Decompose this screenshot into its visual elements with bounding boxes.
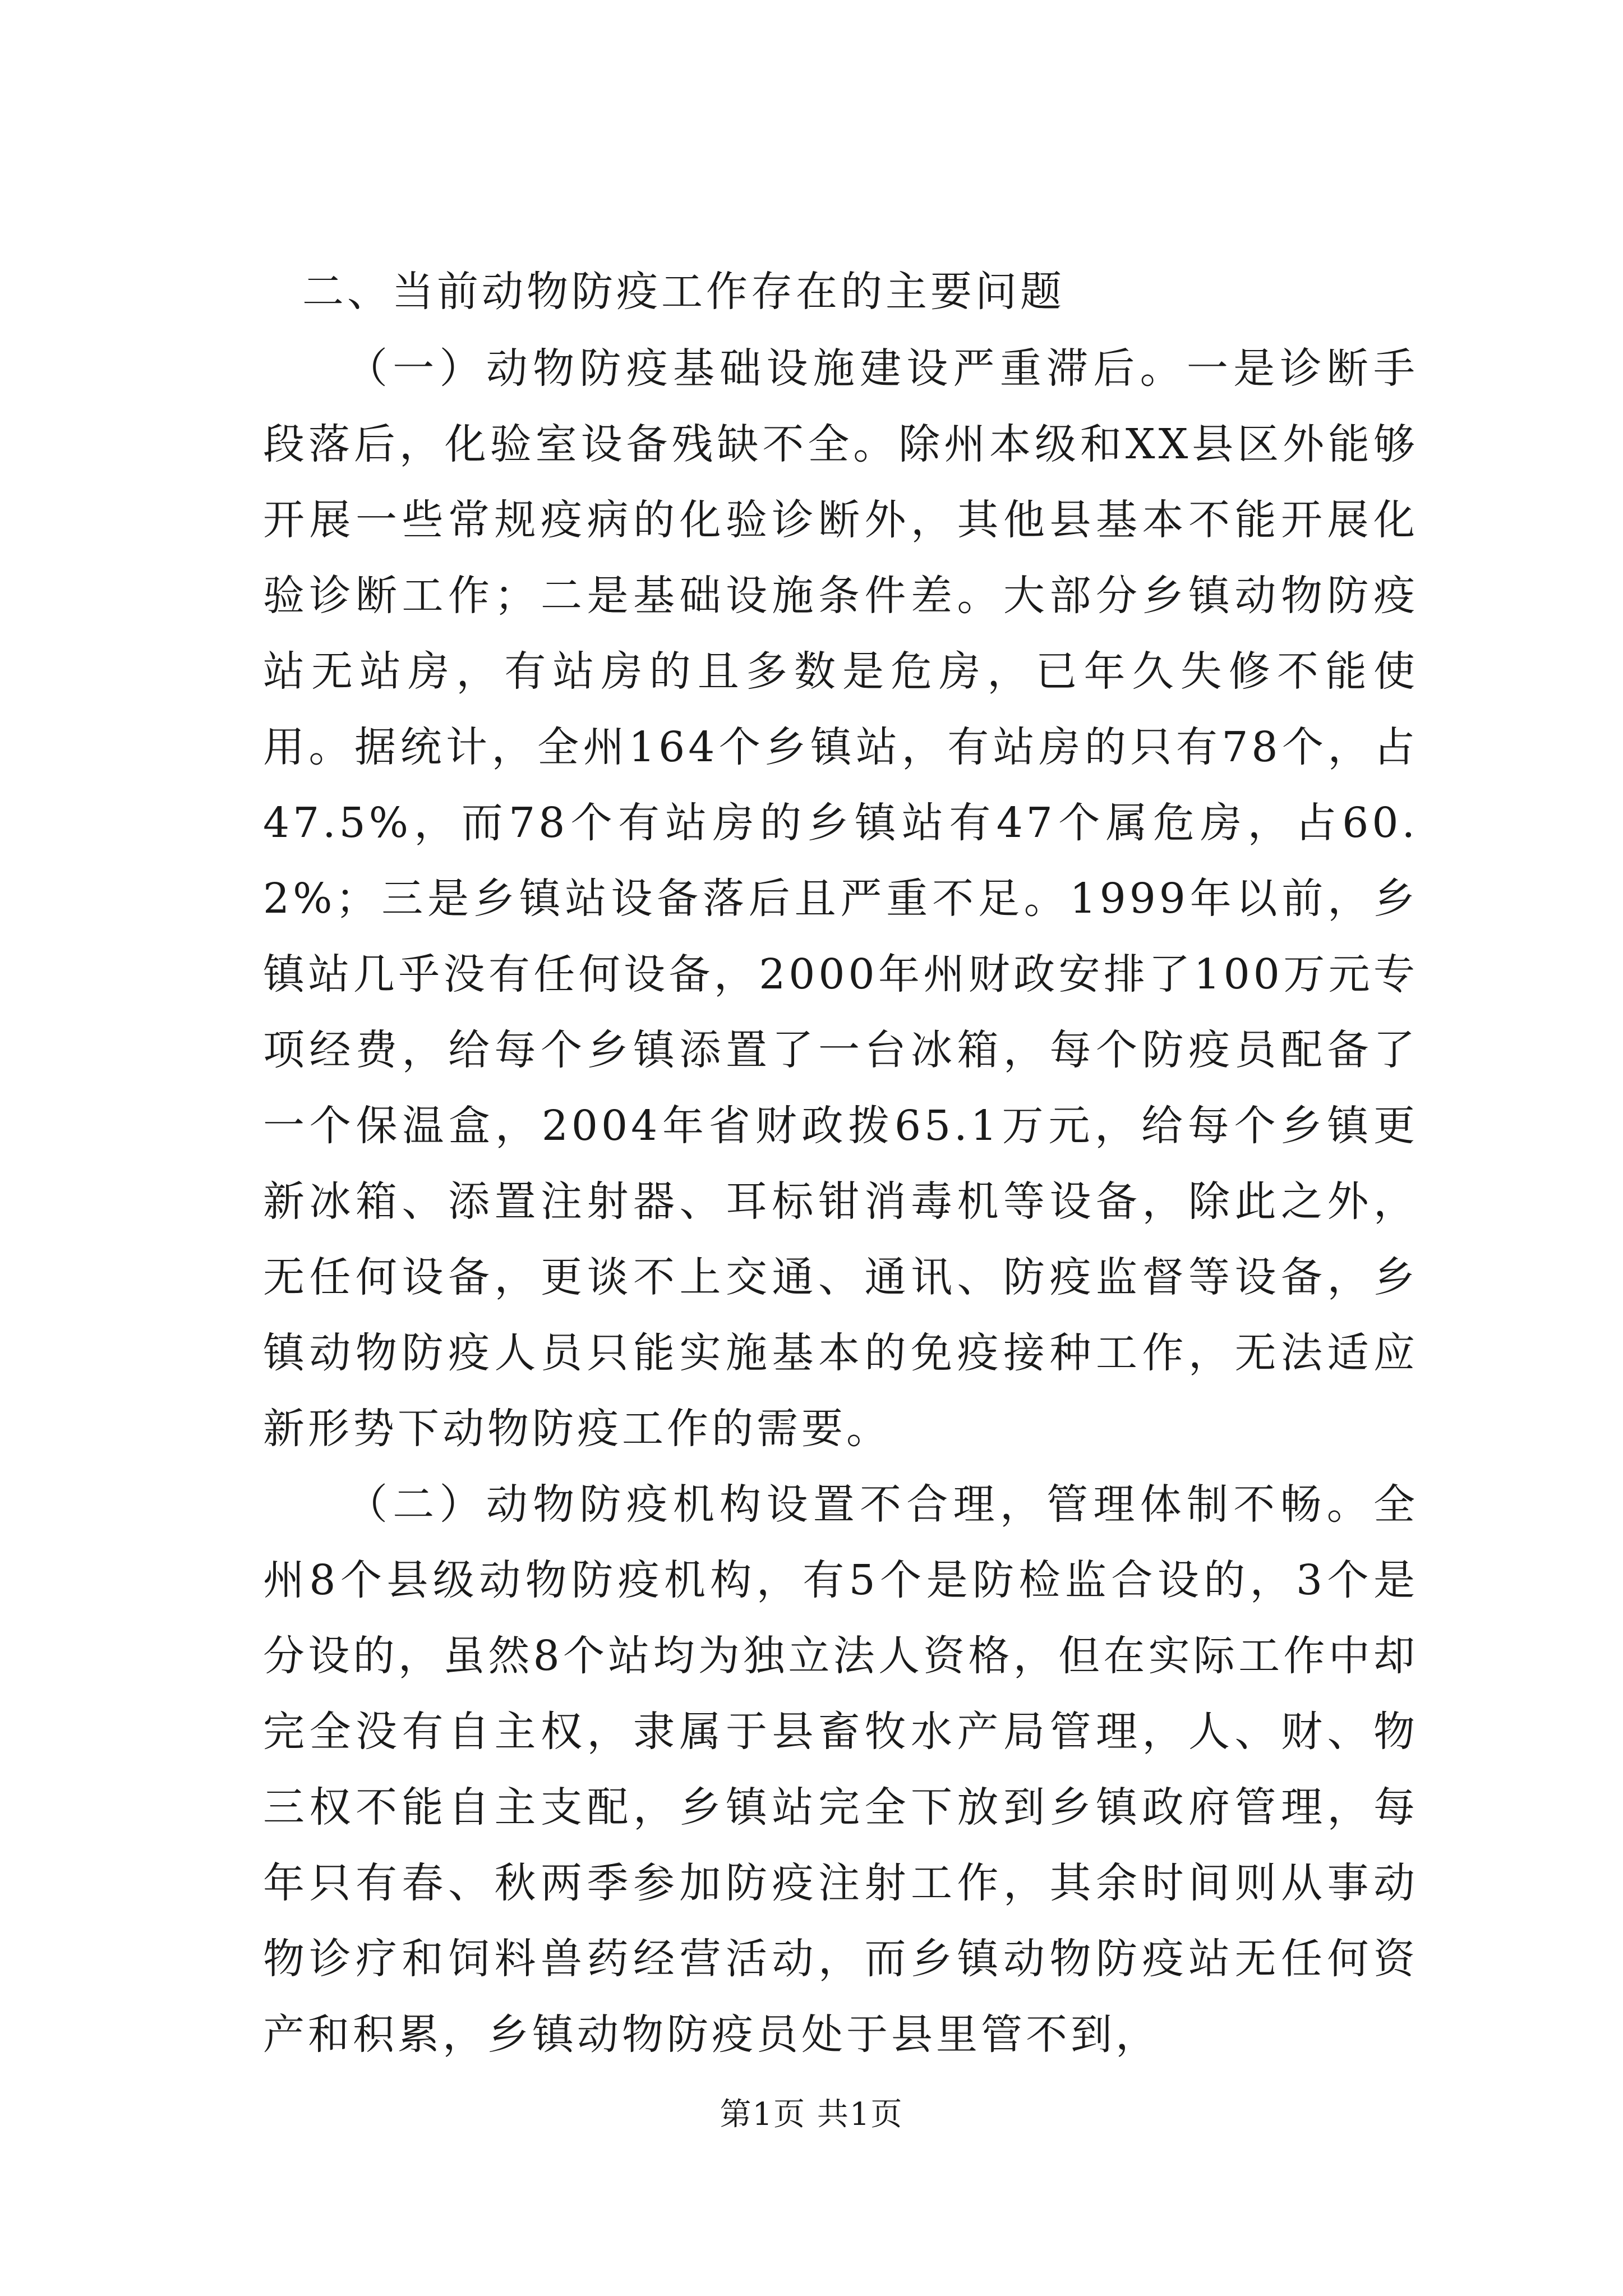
paragraph-1: （一）动物防疫基础设施建设严重滞后。一是诊断手段落后，化验室设备残缺不全。除州本级和XX县区外能够开展一些常规疫病的化验诊断外，其他县基本不能开展化验诊断工作；二是基础设施条件差。大部分乡镇动物防疫站无站房，有站房的且多数是危房，已年久失修不能使用。据统计，全州164个乡镇站，有站房的只有78个，占47.5%，而78个有站房的乡镇站有47个属危房，占60.2%；三是乡镇站设备落后且严重不足。1999年以前，乡镇站几乎没有任何设备，2000年州财政安排了100万元专项经费，给每个乡镇添置了一台冰箱，每个防疫员配备了一个保温盒，2004年省财政拨65.1万元，给每个乡镇更新冰箱、添置注射器、耳标钳消毒机等设备，除此之外，无任何设备，更谈不上交通、通讯、防疫监督等设备，乡镇动物防疫人员只能实施基本的免疫接种工作，无法适应新形势下动物防疫工作的需要。 [263, 344, 1418, 1453]
page-number-footer: 第1页 共1页 [720, 2096, 903, 2133]
paragraph-2: （二）动物防疫机构设置不合理，管理体制不畅。全州8个县级动物防疫机构，有5个是防检监合设的，3个是分设的，虽然8个站均为独立法人资格，但在实际工作中却完全没有自主权，隶属于县畜牧水产局管理，人、财、物三权不能自主支配，乡镇站完全下放到乡镇政府管理，每年只有春、秋两季参加防疫注射工作，其余时间则从事动物诊疗和饲料兽药经营活动，而乡镇动物防疫站无任何资产和积累，乡镇动物防疫员处于县里管不到， [263, 1480, 1418, 2059]
document-body [263, 264, 1418, 2073]
section-heading: 二、当前动物防疫工作存在的主要问题 [302, 268, 1065, 316]
